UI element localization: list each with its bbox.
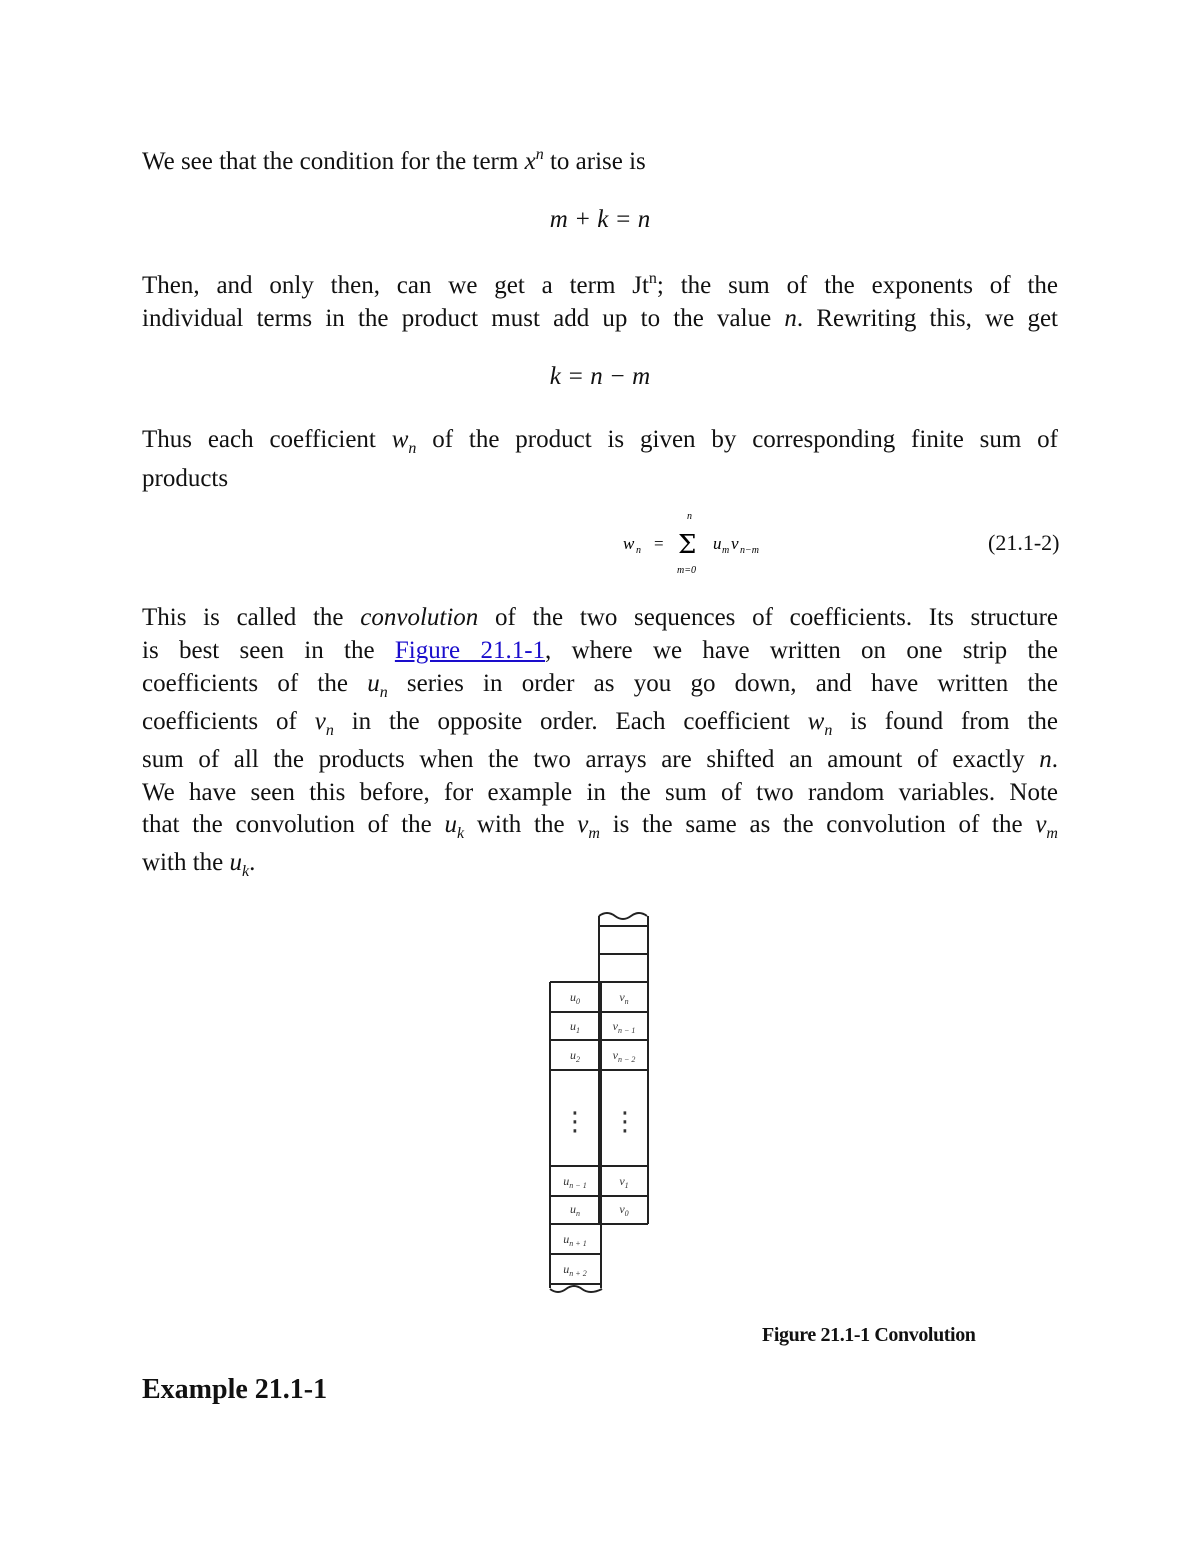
equation-m-plus-k: m + k = n (549, 206, 651, 233)
subscript: n (379, 684, 388, 701)
variable: v (1035, 811, 1047, 838)
text: ; the sum of the exponents of the (656, 272, 1059, 299)
u-cell-label: $u_1$ (570, 1019, 580, 1035)
variable: n (1039, 746, 1052, 773)
equation-k-equals: k = n − m (549, 363, 651, 390)
vertical-ellipsis-icon: ⋮ (562, 1107, 588, 1137)
text: with the (464, 811, 578, 838)
v-cell-label: $v_0$ (619, 1202, 629, 1218)
figure-link[interactable]: Figure 21.1-1 (394, 637, 546, 664)
text: Then, and only then, can we get a term Jt (142, 272, 649, 299)
paragraph-convolution-l6: We have seen this before, for example in the sum of two random variables. Note (142, 779, 1058, 806)
variable: u (444, 811, 457, 838)
u-cell-label: $u_{n - 1}$ (563, 1174, 587, 1190)
example-heading: Example 21.1-1 (142, 1374, 328, 1405)
text: of the two sequences of coefficients. Its structure (478, 604, 1058, 631)
text: . (1051, 746, 1058, 773)
eq-v: v (731, 534, 739, 553)
u-cell-label: $u_{n + 2}$ (563, 1262, 587, 1278)
eq-v-sub: n−m (740, 545, 759, 556)
variable: n (784, 305, 797, 332)
figure-caption: Figure 21.1-1 Convolution (762, 1324, 976, 1346)
paragraph-convolution-l5 (142, 743, 1058, 776)
v-cell-label: $v_n$ (619, 990, 629, 1006)
variable: u (367, 670, 380, 697)
v-cell-label: $v_{n - 2}$ (612, 1048, 636, 1064)
exponent: n (648, 270, 657, 287)
variable: x (524, 148, 536, 175)
subscript: n (824, 722, 833, 739)
paragraph-condition (142, 145, 1058, 178)
text: Thus each coefficient (142, 426, 392, 453)
text: to arise is (543, 148, 646, 175)
vertical-ellipsis-icon: ⋮ (612, 1107, 638, 1137)
variable: w (807, 708, 825, 735)
text: in the opposite order. Each coefficient (333, 708, 808, 735)
text: that the convolution of the (142, 811, 445, 838)
text: coefficients of (142, 708, 315, 735)
paragraph-convolution-l7 (142, 808, 1058, 841)
sum-lower-limit: m=0 (677, 565, 696, 575)
text: . Rewriting this, we get (796, 305, 1058, 332)
text: individual terms in the product must add up to the value (142, 305, 785, 332)
paragraph-convolution-l8 (142, 846, 1058, 879)
paragraph-convolution-l2 (142, 634, 1058, 667)
v-cell-label: $v_{n - 1}$ (612, 1019, 636, 1035)
paragraph-convolution-l3 (142, 667, 1058, 700)
exponent: n (535, 146, 544, 163)
sigma-icon: Σ (678, 530, 697, 560)
u-cell-label: $u_0$ (570, 990, 580, 1006)
subscript: m (588, 825, 600, 842)
equation-convolution-sum (618, 505, 798, 575)
convolution-figure (546, 908, 658, 1300)
text: coefficients of the (142, 670, 368, 697)
bottom-break-mark (550, 1286, 602, 1292)
eq-lhs-sub: n (636, 545, 641, 556)
text: is found from the (832, 708, 1058, 735)
paragraph-thus-line1 (142, 423, 1058, 456)
text: We see that the condition for the term (142, 148, 525, 175)
paragraph-convolution-l1 (142, 601, 1058, 634)
eq-equals: = (654, 534, 664, 553)
text: series in order as you go down, and have written the (387, 670, 1058, 697)
variable: v (314, 708, 326, 735)
v-cell-label: $v_1$ (619, 1174, 629, 1190)
u-cell-label: $u_n$ (570, 1202, 580, 1218)
text: sum of all the products when the two arrays are shifted an amount of exactly (142, 746, 1040, 773)
sum-upper-limit: n (687, 511, 692, 522)
text: with the (142, 849, 230, 876)
emphasis: convolution (360, 604, 479, 631)
eq-u-sub: m (722, 545, 730, 556)
text: . (249, 849, 256, 876)
paragraph-then-line2 (142, 302, 1058, 335)
eq-lhs: w (623, 534, 635, 553)
paragraph-thus-line2: products (142, 465, 229, 492)
top-break-mark (599, 913, 647, 919)
paragraph-then-line1 (142, 269, 1058, 302)
eq-u: u (713, 534, 722, 553)
text: This is called the (142, 604, 361, 631)
variable: w (391, 426, 409, 453)
paragraph-convolution-l4 (142, 705, 1058, 738)
subscript: n (408, 440, 417, 457)
subscript: n (325, 722, 334, 739)
variable: u (229, 849, 242, 876)
variable: v (577, 811, 589, 838)
subscript: m (1046, 825, 1058, 842)
text: is best seen in the (142, 637, 395, 664)
text: of the product is given by corresponding finite sum of (416, 426, 1058, 453)
u-cell-label: $u_2$ (570, 1048, 580, 1064)
u-cell-label: $u_{n + 1}$ (563, 1232, 587, 1248)
subscript: k (242, 863, 250, 880)
subscript: k (457, 825, 465, 842)
text: , where we have written on one strip the (545, 637, 1059, 664)
equation-number: (21.1-2) (988, 530, 1060, 555)
text: is the same as the convolution of the (599, 811, 1036, 838)
